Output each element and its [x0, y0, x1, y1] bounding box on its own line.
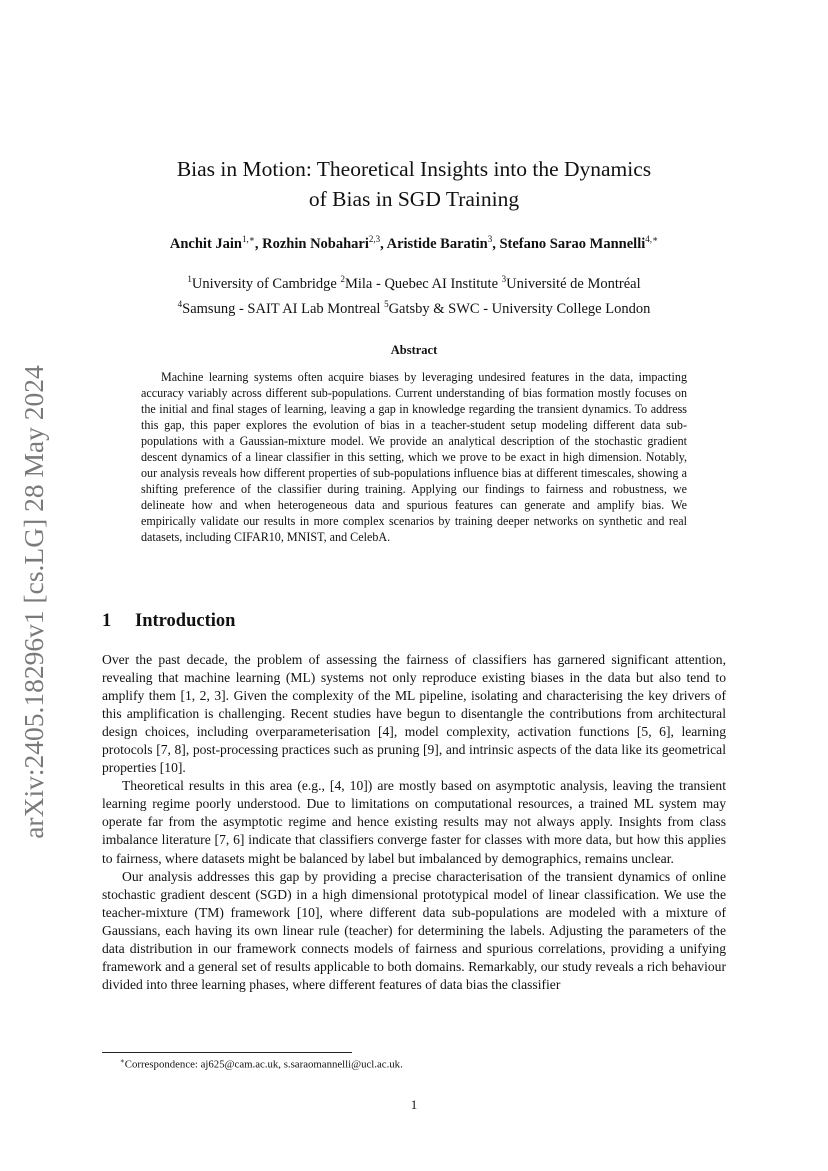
affiliation-line-2 — [102, 294, 726, 319]
author-name: Stefano Sarao Mannelli — [499, 235, 646, 252]
arxiv-identifier-stamp: arXiv:2405.18296v1 [cs.LG] 28 May 2024 — [18, 365, 49, 839]
page-number: 1 — [410, 1097, 418, 1112]
author-name: Aristide Baratin — [386, 235, 488, 252]
section-number: 1 — [102, 611, 112, 631]
author-affiliation-mark: 3 — [487, 234, 493, 244]
author-affiliation-mark: 4,∗ — [645, 234, 659, 244]
author-affiliation-mark: 1,∗ — [242, 234, 255, 244]
body-paragraph: Theoretical results in this area (e.g., [4, 10]) are mostly based on asymptotic analysis, leaving the transient learning regime poorly understood. Due to limitations on computational resources, a trained ML system may operate far from the asymptotic regime and hence existing results may not always apply. Insights from class imbalance literature [7, 6] indicate that classifiers converge faster for classes with more data, but how this applies to fairness, where datasets might be balanced by label but imbalanced by demographics, remains unclear. — [102, 778, 726, 866]
author-list: Anchit Jain$^{1,∗}$, Rozhin Nobahari$^{2,3}$, Aristide Baratin$^3$, Stefano Sarao Mannelli$^{4,∗}$ — [169, 234, 659, 252]
title-line-1: Bias in Motion: Theoretical Insights into the Dynamics — [176, 157, 652, 181]
affiliation-line-1 — [102, 269, 726, 294]
affiliation-mark: 4 — [177, 298, 183, 309]
paper-title — [102, 154, 726, 214]
affiliation-text: Université de Montréal — [506, 275, 641, 292]
affiliation-mark: 3 — [501, 274, 507, 284]
affiliation-mark: 2 — [340, 274, 345, 284]
body-paragraph: Over the past decade, the problem of assessing the fairness of classifiers has garnered significant attention, revealing that machine learning (ML) systems not only reproduce existing biases in the data but also tend to amplify them [1, 2, 3]. Given the complexity of the ML pipeline, isolating and characterising the key drivers of this amplification is challenging. Recent studies have begun to disentangle the contributions from architectural design choices, including overparameterisation [4], model complexity, activation functions [5, 6], learning protocols [7, 8], post-processing practices such as pruning [9], and intrinsic aspects of the data like its geometrical properties [10]. — [102, 652, 726, 776]
affiliation-mark: 1 — [187, 274, 192, 284]
affiliation-text: Mila - Quebec AI Institute — [344, 275, 502, 292]
affiliations — [102, 269, 726, 319]
author-name: Anchit Jain — [169, 235, 242, 252]
affiliation-text: Samsung - SAIT AI Lab Montreal — [182, 300, 385, 317]
footnote-text: Correspondence: aj625@cam.ac.uk, s.saraomannelli@ucl.ac.uk. — [124, 1058, 403, 1071]
author-affiliation-mark: 2,3 — [368, 234, 381, 244]
author-name: Rozhin Nobahari — [262, 235, 369, 252]
footnote — [120, 1057, 403, 1071]
affiliation-text: Gatsby & SWC - University College London — [388, 300, 651, 317]
section-heading — [102, 611, 235, 632]
footnote-mark: ∗ — [120, 1057, 125, 1065]
affiliation-mark: 5 — [384, 298, 389, 309]
abstract-heading: Abstract — [390, 343, 438, 357]
section-title: Introduction — [135, 611, 236, 631]
affiliation-text: University of Cambridge — [191, 275, 341, 292]
abstract-text: Machine learning systems often acquire biases by leveraging undesired features in the data, impacting accuracy variably across different sub-populations. Current understanding of bias formation mostly focuses on the initial and final stages of learning, leaving a gap in knowledge regarding the transient dynamics. To address this gap, this paper explores the evolution of bias in a teacher-student setup modeling different data sub-populations with a Gaussian-mixture model. We provide an analytical description of the stochastic gradient descent dynamics of a linear classifier in this setting, which we prove to be exact in high dimension. Notably, our analysis reveals how different properties of sub-populations influence bias at different timescales, showing a shifting preference of the classifier during training. Applying our findings to fairness and robustness, we delineate how and when heterogeneous data and spurious features can generate and amplify bias. We empirically validate our results in more complex scenarios by training deeper networks on synthetic and real datasets, including CIFAR10, MNIST, and CelebA. — [141, 370, 687, 545]
footnote-divider — [102, 1052, 352, 1053]
title-line-2: of Bias in SGD Training — [308, 187, 520, 211]
body-paragraph: Our analysis addresses this gap by providing a precise characterisation of the transient dynamics of online stochastic gradient descent (SGD) in a high dimensional prototypical model of linear classification. We use the teacher-mixture (TM) framework [10], where different data sub-populations are modeled with a mixture of Gaussians, each having its own linear rule (teacher) for determining the labels. Adjusting the parameters of the data distribution in our framework connects models of fairness and spurious correlations, providing a unifying framework and a general set of results applicable to both domains. Remarkably, our study reveals a rich behaviour divided into three learning phases, where different features of data bias the classifier — [102, 868, 726, 992]
section-body — [102, 651, 726, 994]
